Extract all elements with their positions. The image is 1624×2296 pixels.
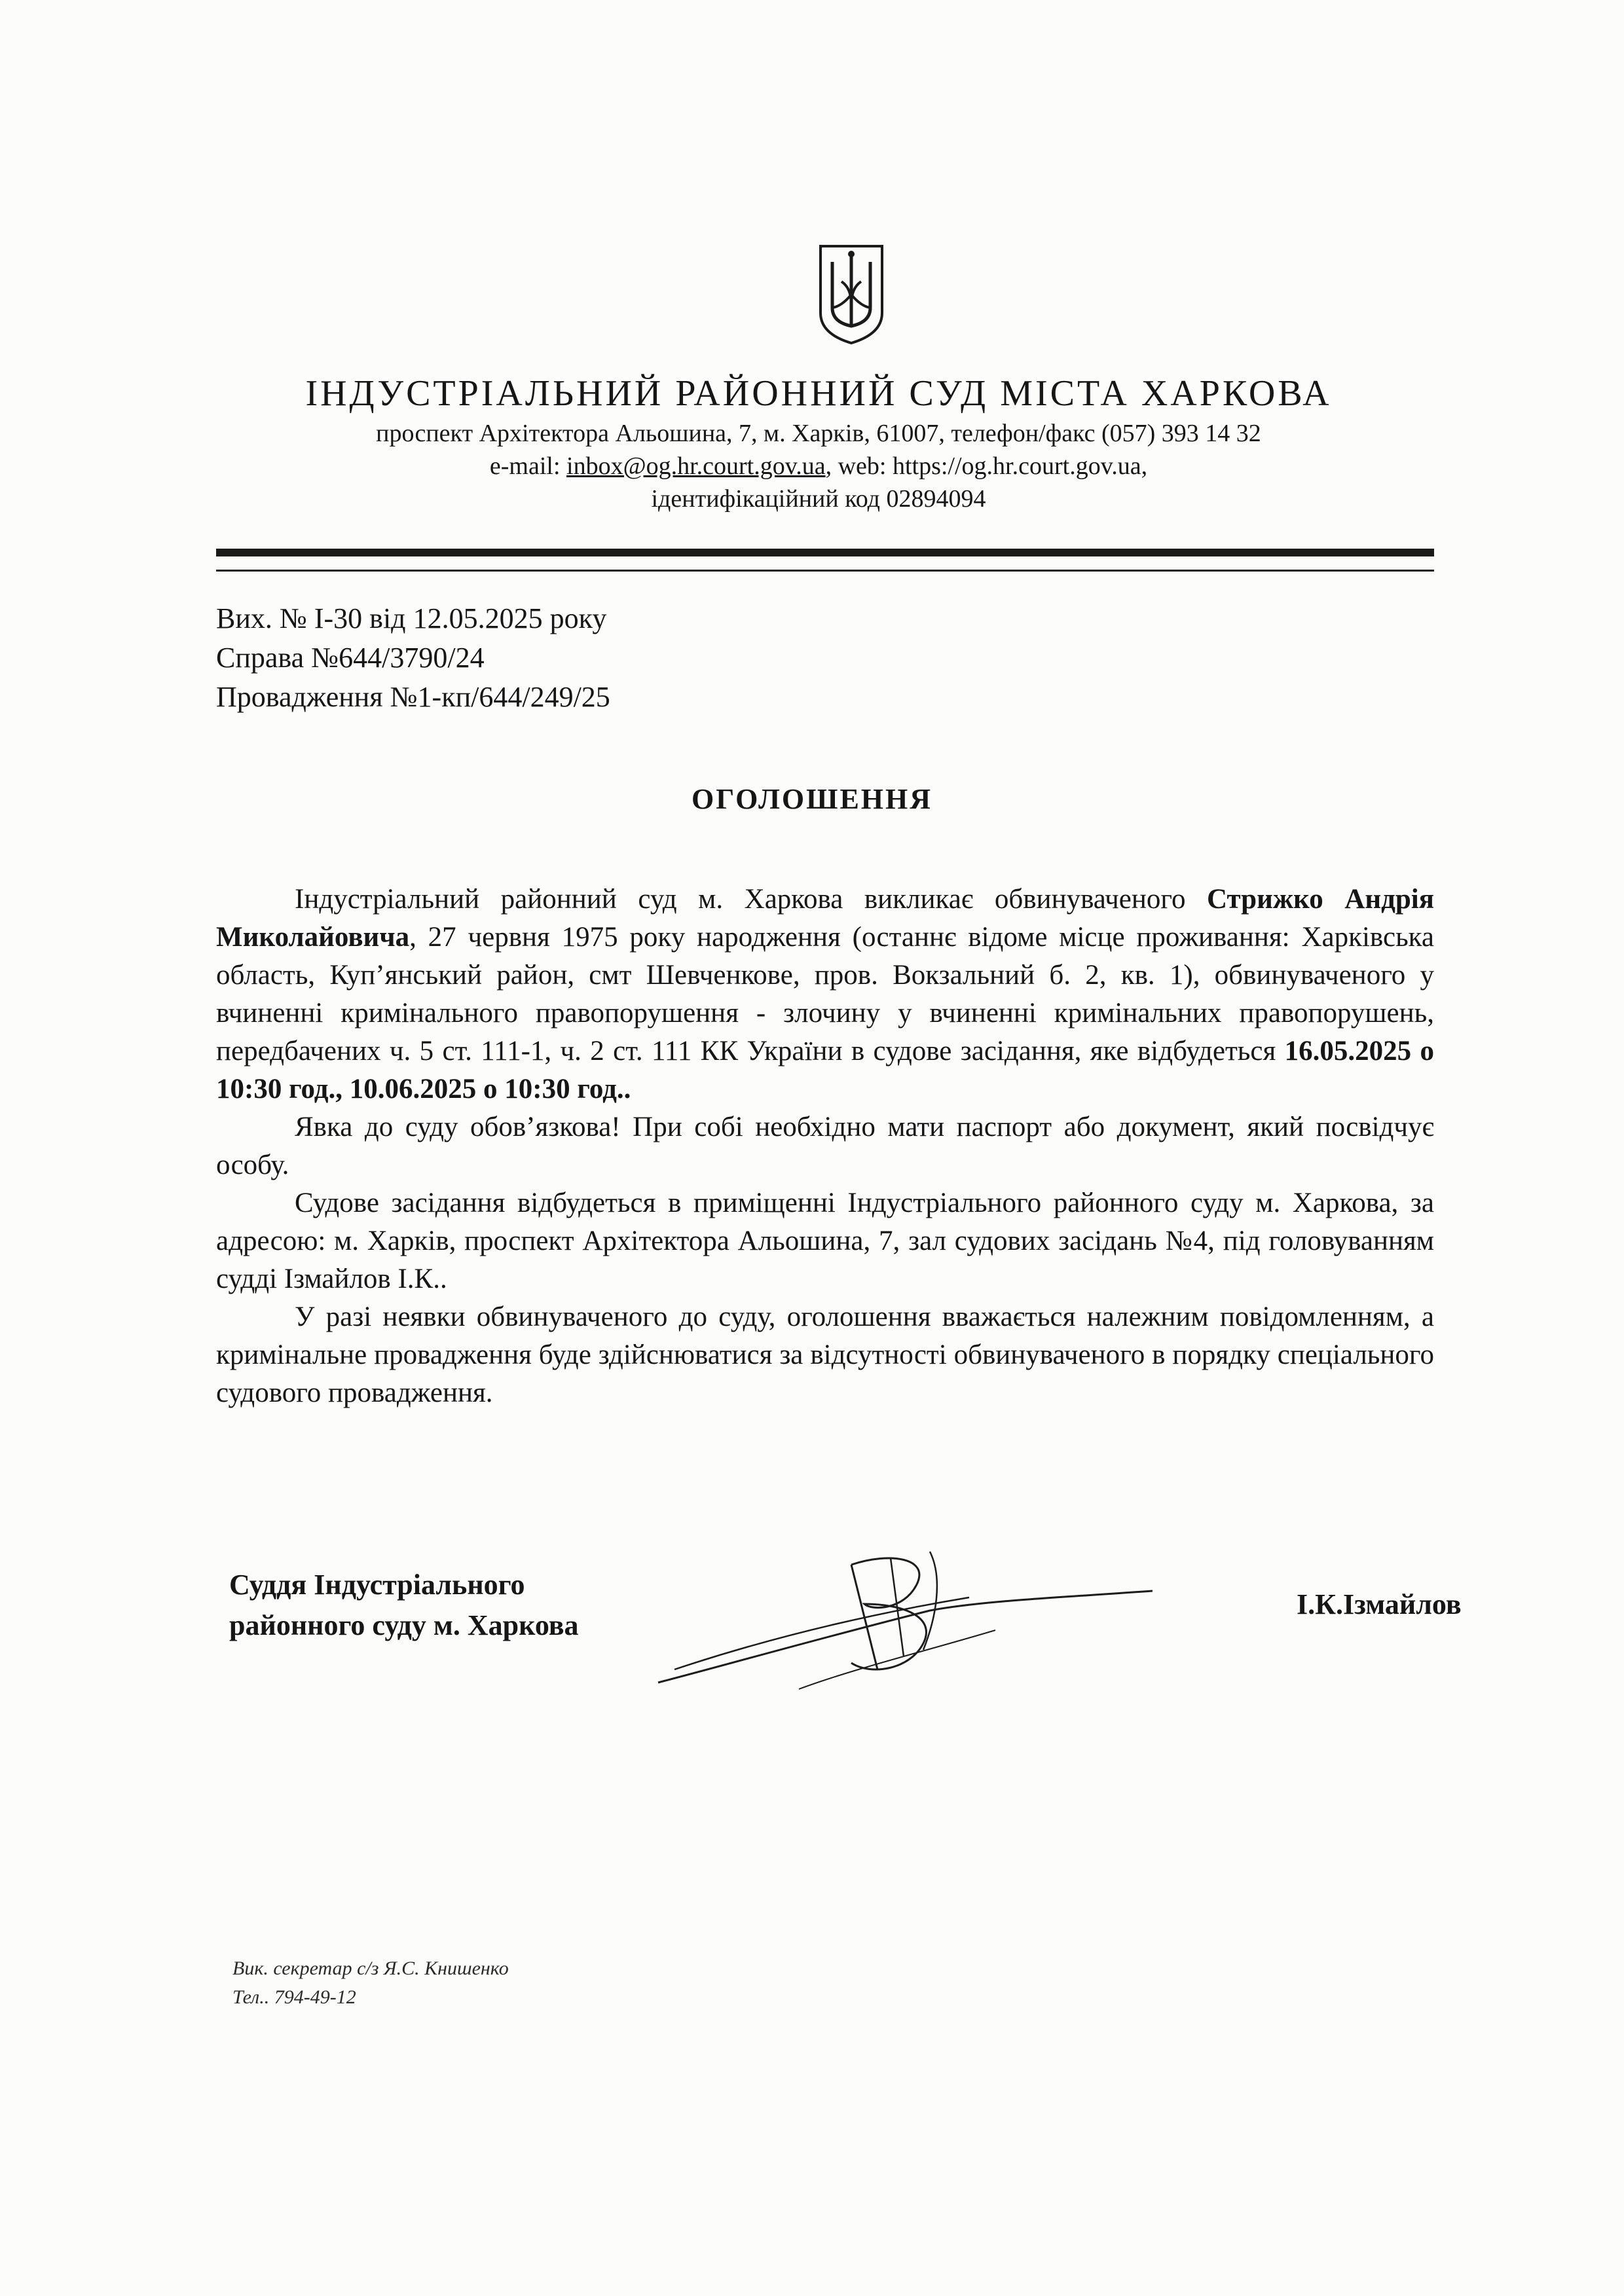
paragraph-consequences: У разі неявки обвинуваченого до суду, оголошення вважається належним повідомленням, а кримінальне провадження буде здійснюватися за відсутності обвинуваченого в порядку спеціального судового провадження. — [216, 1302, 1434, 1408]
summons-text-details: , 27 червня 1975 року народження (останнє відоме місце проживання: Харківська область, Куп’янський район, смт Шевченкове, пров. Вокзальний б. 2, кв. 1), обвинуваченого у вчиненні кримінального правопорушення - злочину у вчиненні кримінальних правопорушень, передбачених ч. 5 ст. 111-1, ч. 2 ст. 111 КК України в судове засідання, яке відбудеться — [216, 922, 1434, 1066]
paragraph-location: Судове засідання відбудеться в приміщенні Індустріального районного суду м. Харкова, за адресою: м. Харків, проспект Архітектора Альошина, 7, зал судових засідань №4, під головуванням судді Ізмайлов І.К.. — [216, 1188, 1434, 1294]
announcement-body — [216, 881, 1434, 1412]
court-address: проспект Архітектора Альошина, 7, м. Харків, 61007, телефон/факс (057) 393 14 32 — [376, 420, 1261, 447]
proceeding-number: Провадження №1-кп/644/249/25 — [216, 681, 610, 713]
document-title: ОГОЛОШЕННЯ — [691, 783, 933, 815]
paragraph-summons — [216, 881, 1434, 1108]
executor-name: Вик. секретар с/з Я.С. Книшенко — [232, 1958, 509, 1979]
email-link[interactable]: inbox@og.hr.court.gov.ua — [566, 452, 826, 480]
header-divider-thick — [216, 549, 1434, 556]
judge-name: І.К.Ізмайлов — [1297, 1588, 1462, 1620]
coat-of-arms-icon — [815, 242, 887, 347]
case-number: Справа №644/3790/24 — [216, 642, 485, 674]
court-name: ІНДУСТРІАЛЬНИЙ РАЙОННИЙ СУД МІСТА ХАРКОВА — [305, 373, 1332, 414]
judge-title-line2: районного суду м. Харкова — [229, 1609, 579, 1641]
court-id-code: ідентифікаційний код 02894094 — [651, 485, 986, 513]
accused-name: Стрижко Андрія Миколайовича — [216, 884, 1435, 953]
footer-executor — [232, 1954, 509, 2012]
judge-title-line1: Суддя Індустріального — [229, 1569, 525, 1601]
judge-title — [229, 1565, 579, 1646]
hearing-dates: 16.05.2025 о 10:30 год., 10.06.2025 о 10:30 год.. — [216, 1036, 1434, 1104]
outgoing-number: Вих. № І-30 від 12.05.2025 року — [216, 602, 607, 634]
document-references — [216, 599, 610, 717]
summons-text-start: Індустріальний районний суд м. Харкова викликає обвинуваченого — [295, 884, 1208, 915]
paragraph-attendance: Явка до суду обов’язкова! При собі необхідно мати паспорт або документ, який посвідчує особу. — [216, 1112, 1434, 1180]
court-header — [196, 370, 1441, 515]
email-label: e-mail: — [489, 452, 567, 480]
handwritten-signature — [655, 1539, 1153, 1709]
header-divider-thin — [216, 570, 1434, 572]
court-contacts — [196, 450, 1441, 483]
executor-phone: Тел.. 794-49-12 — [232, 1986, 356, 2008]
web-address: , web: https://og.hr.court.gov.ua, — [825, 452, 1148, 480]
